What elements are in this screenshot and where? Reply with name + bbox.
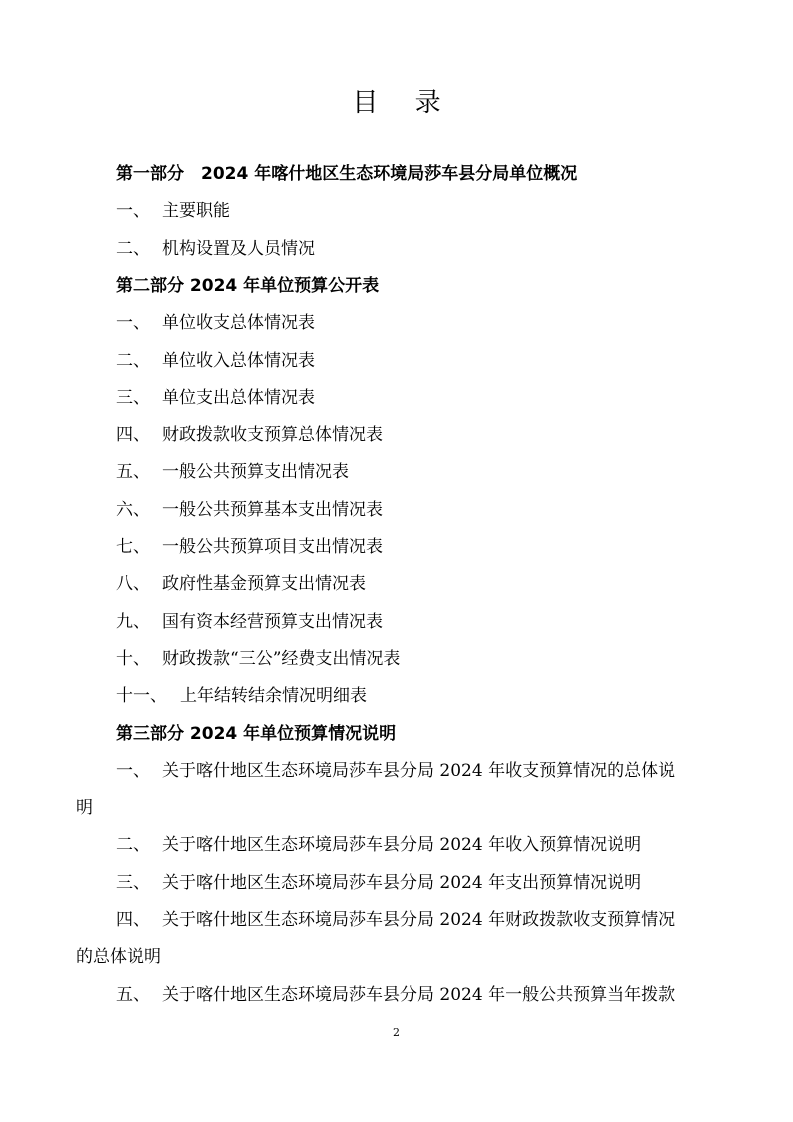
toc-item-number: 十、 xyxy=(116,648,150,669)
toc-item xyxy=(116,648,400,670)
toc-item-continuation: 明 xyxy=(76,798,93,819)
toc-section-heading: 第二部分 2024 年单位预算公开表 xyxy=(116,275,380,296)
toc-item xyxy=(116,984,675,1006)
toc-item xyxy=(116,499,383,521)
toc-item xyxy=(116,611,383,633)
toc-item-number: 二、 xyxy=(116,350,150,371)
toc-item-number: 九、 xyxy=(116,611,150,632)
toc-section-heading: 第三部分 2024 年单位预算情况说明 xyxy=(116,723,397,744)
toc-item xyxy=(116,387,315,409)
toc-item-text: 主要职能 xyxy=(162,201,230,222)
toc-item-number: 十一、 xyxy=(116,686,167,707)
toc-item-text: 关于喀什地区生态环境局莎车县分局 2024 年收入预算情况说明 xyxy=(162,835,642,856)
toc-item xyxy=(116,760,675,782)
toc-item-number: 五、 xyxy=(116,462,150,483)
toc-section-heading: 第一部分 2024 年喀什地区生态环境局莎车县分局单位概况 xyxy=(116,164,578,184)
toc-item-number: 六、 xyxy=(116,499,150,520)
toc-item-text: 单位收支总体情况表 xyxy=(162,313,315,334)
toc-item-number: 三、 xyxy=(116,872,150,893)
toc-item xyxy=(116,872,641,894)
toc-item-text: 一般公共预算项目支出情况表 xyxy=(162,537,383,557)
toc-item-number: 一、 xyxy=(116,760,150,781)
toc-item-number: 八、 xyxy=(116,574,150,595)
toc-item xyxy=(116,238,315,260)
toc-item-number: 二、 xyxy=(116,835,150,856)
toc-item-text: 关于喀什地区生态环境局莎车县分局 2024 年支出预算情况说明 xyxy=(162,872,642,893)
toc-item-number: 三、 xyxy=(116,387,150,408)
toc-item-text: 一般公共预算支出情况表 xyxy=(162,462,349,483)
toc-item-number: 二、 xyxy=(116,238,150,259)
toc-item-number: 四、 xyxy=(116,910,150,930)
toc-item-number: 四、 xyxy=(116,425,150,446)
toc-item xyxy=(116,312,315,334)
toc-item xyxy=(116,424,383,446)
toc-item-text: 关于喀什地区生态环境局莎车县分局 2024 年一般公共预算当年拨款 xyxy=(162,984,676,1005)
toc-item xyxy=(116,200,230,222)
toc-item-number: 一、 xyxy=(116,313,150,334)
toc-item-text: 机构设置及人员情况 xyxy=(162,238,315,259)
toc-item-number: 七、 xyxy=(116,537,150,557)
toc-item-text: 单位支出总体情况表 xyxy=(162,387,315,408)
toc-item-text: 上年结转结余情况明细表 xyxy=(180,686,367,707)
toc-item-text: 单位收入总体情况表 xyxy=(162,350,315,371)
toc-item xyxy=(116,461,349,483)
toc-item-text: 财政拨款“三公”经费支出情况表 xyxy=(162,648,401,669)
toc-item-number: 五、 xyxy=(116,984,150,1005)
toc-item-text: 一般公共预算基本支出情况表 xyxy=(162,499,383,520)
page-number: 2 xyxy=(393,1026,400,1039)
page-title: 目 录 xyxy=(352,88,455,118)
toc-item xyxy=(116,573,366,595)
toc-item-text: 国有资本经营预算支出情况表 xyxy=(162,611,383,632)
toc-item xyxy=(116,536,383,558)
toc-item xyxy=(116,350,315,372)
toc-item xyxy=(116,834,641,856)
toc-item xyxy=(116,909,675,931)
toc-item-continuation: 的总体说明 xyxy=(76,947,161,968)
toc-item-text: 政府性基金预算支出情况表 xyxy=(162,574,366,595)
toc-item-text: 关于喀什地区生态环境局莎车县分局 2024 年收支预算情况的总体说 xyxy=(162,760,676,781)
toc-item-text: 财政拨款收支预算总体情况表 xyxy=(162,425,383,446)
toc-item-number: 一、 xyxy=(116,201,150,222)
toc-item xyxy=(116,685,367,707)
toc-item-text: 关于喀什地区生态环境局莎车县分局 2024 年财政拨款收支预算情况 xyxy=(162,910,676,930)
